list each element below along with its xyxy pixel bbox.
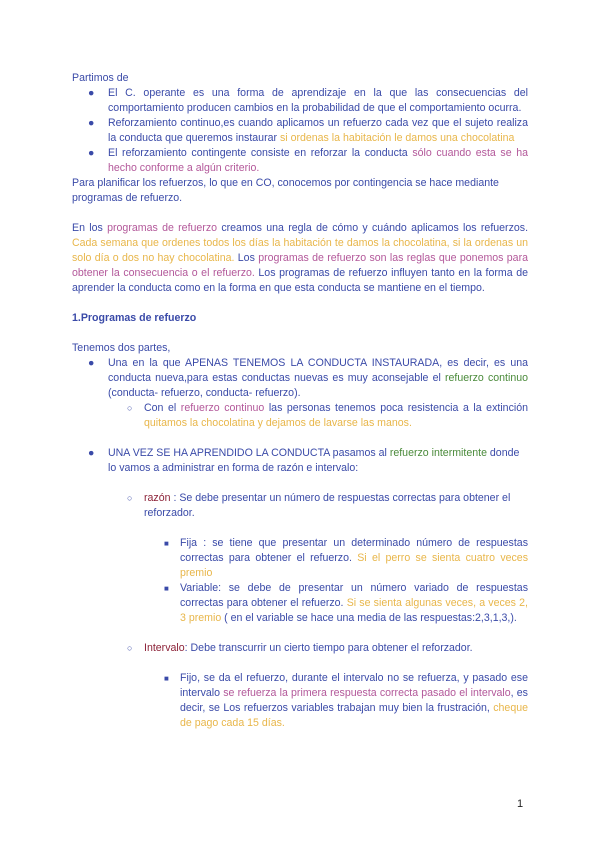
bullet-list-2: [72, 356, 528, 431]
bullet-dot-icon: ●: [88, 87, 95, 99]
list-item: ○ Con el refuerzo continuo las personas tenemos poca resistencia a la extinción quitamos la chocolatina y dejamos de lavarse las manos.: [127, 402, 528, 429]
document-page: [72, 71, 528, 731]
bullet-list-3: [72, 446, 528, 476]
list-item: ● El reforzamiento contingente consiste en reforzar la conducta sólo cuando esta se ha hecho conforme a algún criterio.: [88, 147, 528, 174]
list-item: ○ Intervalo: Debe transcurrir un cierto tiempo para obtener el reforzador.: [127, 642, 473, 654]
list-item: ■ Fijo, se da el refuerzo, durante el intervalo no se refuerza, y pasado ese intervalo se refuerza la primera respuesta correcta pasado el intervalo, es decir, se Los refuerzos variables trabajan muy bien la frustración, cheque de pago cada 15 días.: [164, 672, 528, 729]
bullet-dot-icon: ●: [88, 147, 95, 159]
list-item: ● UNA VEZ SE HA APRENDIDO LA CONDUCTA pasamos al refuerzo intermitente donde lo vamos a administrar en forma de razón e intervalo:: [88, 447, 520, 474]
list-item: ■ Fija : se tiene que presentar un determinado número de respuestas correctas para obtener el refuerzo. Si el perro se sienta cuatro veces premio: [164, 537, 528, 579]
list-item: ● Una en la que APENAS TENEMOS LA CONDUCTA INSTAURADA, es decir, es una conducta nueva,para estas conductas nuevas es muy aconsejable el refuerzo continuo (conducta- refuerzo, conducta- refuerzo).: [88, 357, 528, 399]
bullet-square-icon: ■: [164, 539, 169, 548]
bullet-circle-icon: ○: [127, 643, 133, 653]
intro-text: Partimos de: [72, 72, 129, 84]
bullet-dot-icon: ●: [88, 117, 95, 129]
bullet-square-icon: ■: [164, 674, 169, 683]
bullet-dot-icon: ●: [88, 357, 95, 369]
paragraph-programas: En los programas de refuerzo creamos una regla de cómo y cuándo aplicamos los refuerzos. Cada semana que ordenes todos los días la habitación te damos la chocolatina, si la ordenas un solo día o dos no hay chocolatina. Los programas de refuerzo son las reglas que ponemos para obtener la consecuencia o el refuerzo. Los programas de refuerzo influyen tanto en la forma de aprender la conducta como en la forma en que esta conducta se mantiene en el tiempo.: [72, 222, 529, 294]
bullet-circle-icon: ○: [127, 403, 133, 413]
bullet-dot-icon: ●: [88, 447, 95, 459]
intervalo-list: [72, 641, 528, 656]
razon-list: [72, 491, 528, 521]
list-item: ● Reforzamiento continuo,es cuando aplicamos un refuerzo cada vez que el sujeto realiza la conducta que queremos instaurar si ordenas la habitación le damos una chocolatina: [88, 117, 528, 144]
bullet-list-1: [72, 86, 528, 176]
list-item: ■ Variable: se debe de presentar un número variado de respuestas correctas para obtener el refuerzo. Si se sienta algunas veces, a veces 2, 3 premio ( en el variable se hace una media de las respuestas:2,3,1,3,).: [164, 582, 528, 624]
page-number: 1: [517, 798, 524, 810]
paragraph-contingencia: Para planificar los refuerzos, lo que en CO, conocemos por contingencia se hace mediante programas de refuerzo.: [72, 177, 499, 204]
bullet-square-icon: ■: [164, 584, 169, 593]
list-item: ● El C. operante es una forma de aprendizaje en la que las consecuencias del comportamiento producen cambios en la probabilidad de que el comportamiento ocurra.: [88, 87, 528, 114]
two-parts-text: Tenemos dos partes,: [72, 342, 171, 354]
list-item: ○ razón : Se debe presentar un número de respuestas correctas para obtener el reforzador.: [127, 492, 511, 519]
section-heading: 1.Programas de refuerzo: [72, 312, 197, 324]
razon-sub-list: [72, 536, 528, 626]
bullet-circle-icon: ○: [127, 493, 133, 503]
intervalo-sub-list: [72, 671, 528, 731]
